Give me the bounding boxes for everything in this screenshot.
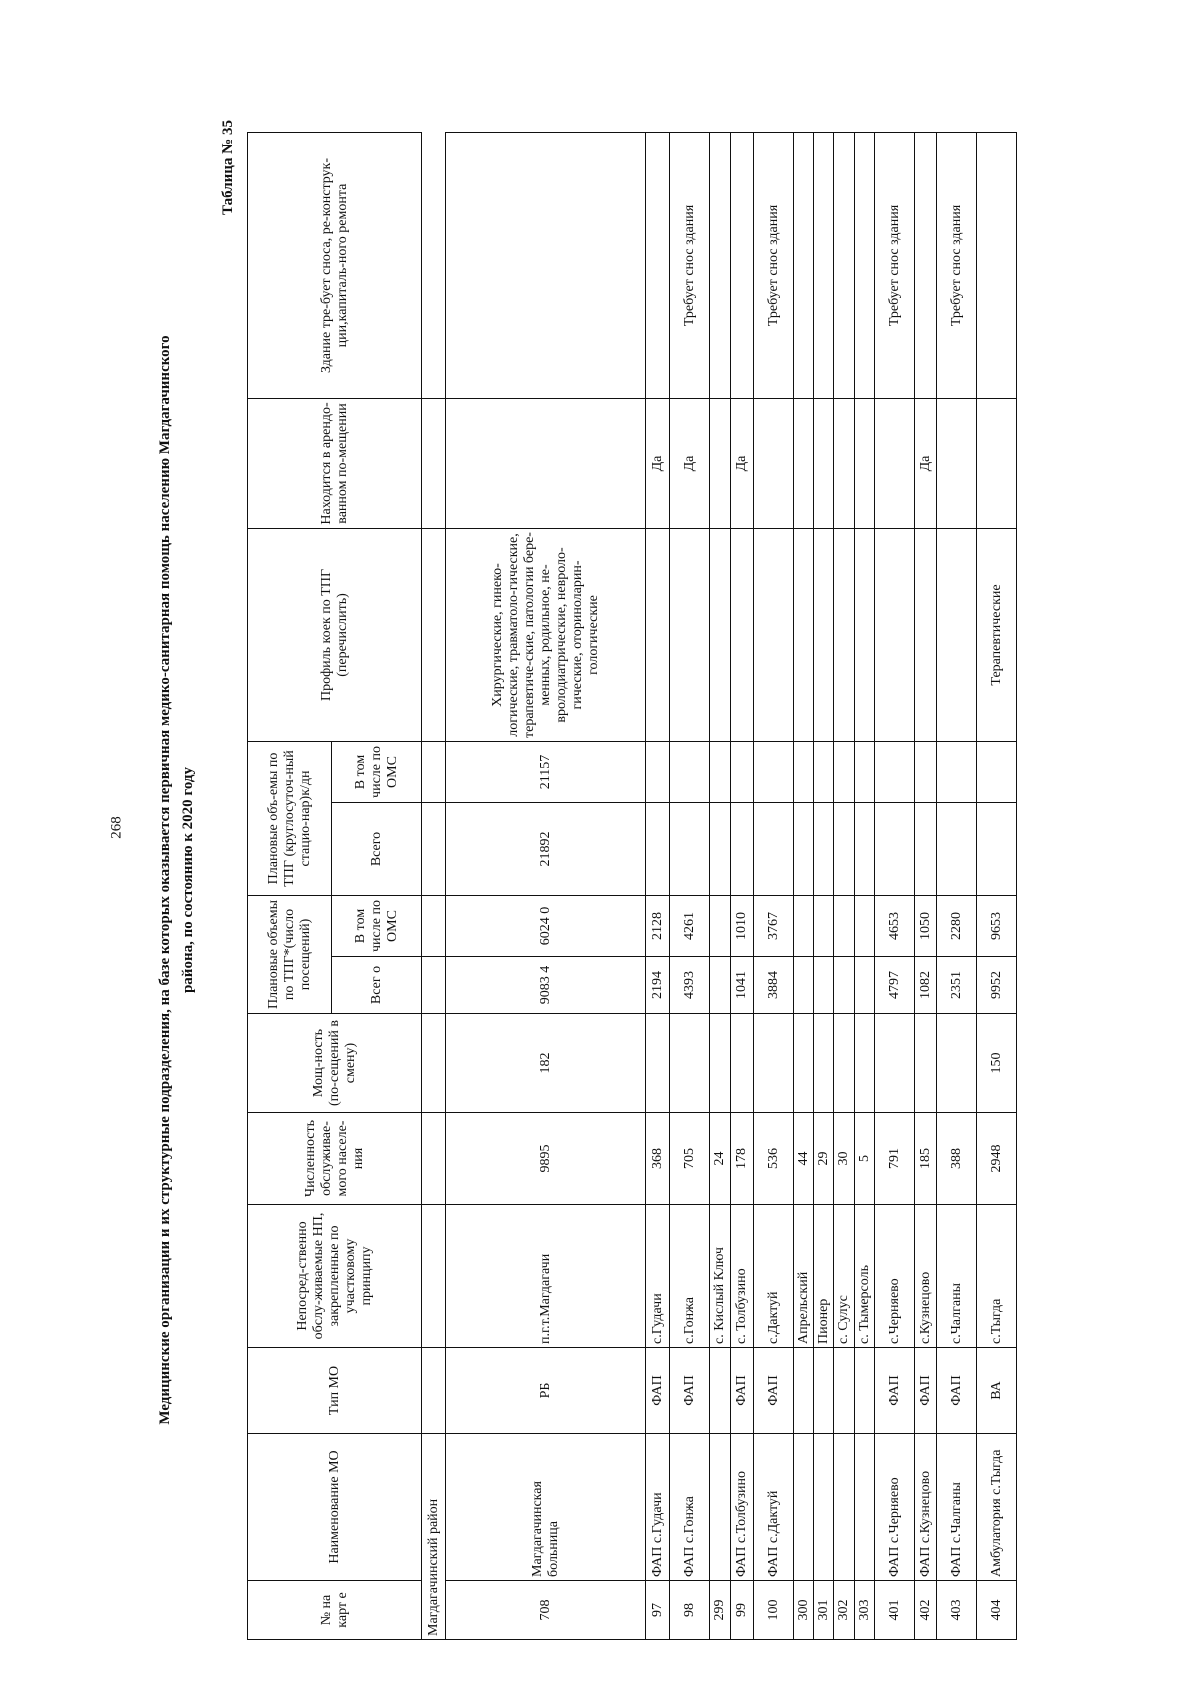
cell-repair	[814, 132, 834, 398]
cell-tpg-oms: 4261	[670, 896, 710, 957]
cell-stac-all	[754, 803, 794, 896]
cell-type: ФАП	[915, 1348, 937, 1434]
cell-np: с. Сулус	[834, 1205, 855, 1348]
cell-np: с.Гонжа	[670, 1205, 710, 1348]
cell-rented: Да	[915, 398, 937, 528]
cell-repair: Требует снос здания	[754, 132, 794, 398]
table-row	[875, 132, 915, 1639]
cell-stac-all	[670, 803, 710, 896]
table-body	[422, 132, 1017, 1639]
cell-stac-oms	[875, 741, 915, 802]
table-row	[710, 132, 731, 1639]
cell-pop: 185	[915, 1113, 937, 1205]
page-number: 268	[108, 816, 125, 839]
cell-num: 708	[446, 1581, 646, 1640]
cell-rented	[794, 398, 814, 528]
cell-tpg-all: 3884	[754, 957, 794, 1014]
header-name: Наименование МО	[248, 1434, 422, 1581]
table-row	[977, 132, 1017, 1639]
cell-tpg-oms: 2128	[646, 896, 670, 957]
title-line-1: Медицинские организации и их структурные подразделения, на базе которых оказывается первичная медико-санитарная помощь населению Магдагачинского	[157, 335, 173, 1425]
cell-stac-all: 21892	[446, 803, 646, 896]
cell-rented	[446, 398, 646, 528]
cell-type: РБ	[446, 1348, 646, 1434]
cell-stac-oms	[794, 741, 814, 802]
cell-name: ФАП с.Чалганы	[937, 1434, 977, 1581]
table-row	[814, 132, 834, 1639]
cell-beds: Хирургические, гинеко-логические, травматоло-гические, терапевтиче-ские, патологии бере-менных, родильное, не-вролодиатрические, невроло-гические, оториноларин-гологические	[446, 528, 646, 741]
cell-repair	[646, 132, 670, 398]
cell-stac-all	[937, 803, 977, 896]
cell-stac-oms	[834, 741, 855, 802]
table-row	[446, 132, 646, 1639]
cell-pop: 536	[754, 1113, 794, 1205]
cell-stac-all	[977, 803, 1017, 896]
cell-stac-oms	[937, 741, 977, 802]
cell-stac-all	[794, 803, 814, 896]
cell-type	[710, 1348, 731, 1434]
cell-cap	[710, 1014, 731, 1113]
medical-organizations-table	[247, 132, 1017, 1640]
cell-rented	[937, 398, 977, 528]
cell-type	[855, 1348, 875, 1434]
cell-num: 302	[834, 1581, 855, 1640]
table-row	[855, 132, 875, 1639]
table-row	[731, 132, 754, 1639]
cell-repair: Требует снос здания	[937, 132, 977, 398]
document-title	[154, 160, 200, 1600]
cell-beds	[731, 528, 754, 741]
cell-stac-oms: 21157	[446, 741, 646, 802]
cell-tpg-oms	[834, 896, 855, 957]
cell-beds: Терапевтические	[977, 528, 1017, 741]
cell-cap	[915, 1014, 937, 1113]
cell-tpg-all: 1082	[915, 957, 937, 1014]
cell-pop: 44	[794, 1113, 814, 1205]
cell-pop: 368	[646, 1113, 670, 1205]
cell-type: ФАП	[937, 1348, 977, 1434]
cell-beds	[814, 528, 834, 741]
cell-stac-all	[710, 803, 731, 896]
header-np: Непосред-ственно обслу-живаемые НП, закрепленные по участковому принципу	[248, 1205, 422, 1348]
title-line-2: района, по состоянию к 2020 году	[180, 766, 196, 994]
cell-repair	[731, 132, 754, 398]
cell-np: с.Кузнецово	[915, 1205, 937, 1348]
table-row	[937, 132, 977, 1639]
cell-rented	[875, 398, 915, 528]
cell-np: п.г.т.Магдагачи	[446, 1205, 646, 1348]
cell-repair	[446, 132, 646, 398]
cell-tpg-oms: 9653	[977, 896, 1017, 957]
cell-np: с. Тымерсоль	[855, 1205, 875, 1348]
cell-np: с.Тыгда	[977, 1205, 1017, 1348]
cell-cap	[670, 1014, 710, 1113]
cell-num: 300	[794, 1581, 814, 1640]
header-capacity: Мощ-ность (по-сещений в смену)	[248, 1014, 422, 1113]
cell-tpg-oms: 4653	[875, 896, 915, 957]
cell-np: с. Кислый Ключ	[710, 1205, 731, 1348]
cell-name: ФАП с.Черняево	[875, 1434, 915, 1581]
cell-tpg-all: 2194	[646, 957, 670, 1014]
cell-beds	[937, 528, 977, 741]
cell-rented: Да	[646, 398, 670, 528]
table-row	[834, 132, 855, 1639]
cell-stac-all	[834, 803, 855, 896]
table-header	[248, 132, 422, 1639]
table-row	[646, 132, 670, 1639]
cell-pop: 2948	[977, 1113, 1017, 1205]
cell-num: 98	[670, 1581, 710, 1640]
cell-np: Пионер	[814, 1205, 834, 1348]
cell-tpg-all: 9952	[977, 957, 1017, 1014]
cell-rented: Да	[670, 398, 710, 528]
header-type: Тип МО	[248, 1348, 422, 1434]
cell-np: Апрельский	[794, 1205, 814, 1348]
table-row	[794, 132, 814, 1639]
cell-tpg-all: 2351	[937, 957, 977, 1014]
cell-beds	[915, 528, 937, 741]
cell-name	[794, 1434, 814, 1581]
cell-tpg-oms	[794, 896, 814, 957]
cell-stac-oms	[670, 741, 710, 802]
cell-num: 301	[814, 1581, 834, 1640]
cell-cap: 150	[977, 1014, 1017, 1113]
cell-type	[834, 1348, 855, 1434]
cell-tpg-oms: 6024 0	[446, 896, 646, 957]
cell-type	[794, 1348, 814, 1434]
cell-pop: 9895	[446, 1113, 646, 1205]
cell-tpg-all	[855, 957, 875, 1014]
header-tpg-stationary: Плановые объ-емы по ТПГ (круглосуточ-ный стацио-нар)к/дн	[248, 741, 332, 895]
cell-repair	[915, 132, 937, 398]
cell-stac-all	[814, 803, 834, 896]
cell-pop: 388	[937, 1113, 977, 1205]
cell-rented	[710, 398, 731, 528]
header-bed-profile: Профиль коек по ТПГ (перечислить)	[248, 528, 422, 741]
header-stac-all: Всего	[332, 803, 422, 896]
cell-tpg-oms: 2280	[937, 896, 977, 957]
cell-type: ФАП	[670, 1348, 710, 1434]
cell-pop: 791	[875, 1113, 915, 1205]
cell-tpg-all: 1041	[731, 957, 754, 1014]
cell-type: ФАП	[731, 1348, 754, 1434]
cell-tpg-oms: 1050	[915, 896, 937, 957]
cell-tpg-all: 4393	[670, 957, 710, 1014]
cell-rented	[977, 398, 1017, 528]
cell-cap	[937, 1014, 977, 1113]
header-rented: Находится в арендо-ванном по-мещении	[248, 398, 422, 528]
cell-name: ФАП с.Кузнецово	[915, 1434, 937, 1581]
header-num: № на карт е	[248, 1581, 422, 1640]
cell-stac-all	[915, 803, 937, 896]
cell-name	[710, 1434, 731, 1581]
cell-stac-oms	[731, 741, 754, 802]
cell-repair	[855, 132, 875, 398]
cell-name: Магдагачинская больница	[446, 1434, 646, 1581]
cell-beds	[710, 528, 731, 741]
cell-cap	[794, 1014, 814, 1113]
cell-beds	[670, 528, 710, 741]
cell-np: с.Гудачи	[646, 1205, 670, 1348]
cell-cap	[855, 1014, 875, 1113]
cell-num: 401	[875, 1581, 915, 1640]
cell-tpg-oms	[710, 896, 731, 957]
cell-type: ФАП	[754, 1348, 794, 1434]
cell-cap	[646, 1014, 670, 1113]
cell-stac-all	[731, 803, 754, 896]
cell-stac-oms	[710, 741, 731, 802]
cell-tpg-all: 4797	[875, 957, 915, 1014]
cell-pop: 24	[710, 1113, 731, 1205]
cell-np: с.Черняево	[875, 1205, 915, 1348]
header-tpg-all: Всег о	[332, 957, 422, 1014]
cell-np: с.Дактуй	[754, 1205, 794, 1348]
cell-name	[834, 1434, 855, 1581]
cell-name	[855, 1434, 875, 1581]
cell-tpg-oms	[814, 896, 834, 957]
cell-np: с.Чалганы	[937, 1205, 977, 1348]
cell-cap	[814, 1014, 834, 1113]
cell-pop: 29	[814, 1113, 834, 1205]
cell-repair	[710, 132, 731, 398]
cell-stac-oms	[855, 741, 875, 802]
cell-stac-all	[646, 803, 670, 896]
cell-tpg-all	[710, 957, 731, 1014]
cell-stac-oms	[646, 741, 670, 802]
cell-cap	[875, 1014, 915, 1113]
cell-name: ФАП с.Толбузино	[731, 1434, 754, 1581]
cell-stac-oms	[814, 741, 834, 802]
cell-tpg-all	[834, 957, 855, 1014]
cell-tpg-all: 9083 4	[446, 957, 646, 1014]
cell-rented: Да	[731, 398, 754, 528]
cell-name	[814, 1434, 834, 1581]
cell-name: ФАП с.Дактуй	[754, 1434, 794, 1581]
cell-stac-oms	[977, 741, 1017, 802]
cell-name: ФАП с.Гонжа	[670, 1434, 710, 1581]
cell-cap	[834, 1014, 855, 1113]
cell-repair	[834, 132, 855, 398]
cell-tpg-oms	[855, 896, 875, 957]
cell-pop: 705	[670, 1113, 710, 1205]
table-row	[915, 132, 937, 1639]
cell-beds	[794, 528, 814, 741]
header-population: Численность обслуживае-мого населе-ния	[248, 1113, 422, 1205]
cell-num: 97	[646, 1581, 670, 1640]
cell-rented	[834, 398, 855, 528]
cell-tpg-oms: 3767	[754, 896, 794, 957]
cell-tpg-all	[814, 957, 834, 1014]
cell-num: 299	[710, 1581, 731, 1640]
cell-repair	[977, 132, 1017, 398]
cell-repair: Требует снос здания	[875, 132, 915, 398]
header-repair: Здание тре-бует сноса, ре-конструк-ции,капиталь-ного ремонта	[248, 132, 422, 398]
cell-type	[814, 1348, 834, 1434]
cell-rented	[855, 398, 875, 528]
cell-stac-all	[875, 803, 915, 896]
table-label: Таблица № 35	[220, 120, 236, 216]
header-tpg-oms: В том числе по ОМС	[332, 896, 422, 957]
cell-stac-oms	[754, 741, 794, 802]
table-row	[670, 132, 710, 1639]
cell-num: 404	[977, 1581, 1017, 1640]
district-name: Магдагачинский район	[422, 1434, 446, 1640]
rotated-page-content	[154, 80, 1200, 1640]
cell-pop: 5	[855, 1113, 875, 1205]
cell-beds	[646, 528, 670, 741]
cell-num: 402	[915, 1581, 937, 1640]
cell-num: 100	[754, 1581, 794, 1640]
cell-rented	[754, 398, 794, 528]
cell-repair: Требует снос здания	[670, 132, 710, 398]
cell-stac-oms	[915, 741, 937, 802]
cell-cap	[731, 1014, 754, 1113]
cell-rented	[814, 398, 834, 528]
header-tpg-visits: Плановые объемы по ТПГ*(число посещений)	[248, 896, 332, 1014]
cell-name: Амбулатория с.Тыгда	[977, 1434, 1017, 1581]
cell-type: ФАП	[875, 1348, 915, 1434]
cell-beds	[754, 528, 794, 741]
cell-type: ВА	[977, 1348, 1017, 1434]
cell-type: ФАП	[646, 1348, 670, 1434]
cell-beds	[875, 528, 915, 741]
district-row	[422, 132, 446, 1639]
cell-stac-all	[855, 803, 875, 896]
cell-cap	[754, 1014, 794, 1113]
header-stac-oms: В том числе по ОМС	[332, 741, 422, 802]
cell-num: 403	[937, 1581, 977, 1640]
cell-repair	[794, 132, 814, 398]
cell-num: 99	[731, 1581, 754, 1640]
cell-name: ФАП с.Гудачи	[646, 1434, 670, 1581]
cell-beds	[855, 528, 875, 741]
cell-cap: 182	[446, 1014, 646, 1113]
cell-np: с. Толбузино	[731, 1205, 754, 1348]
cell-beds	[834, 528, 855, 741]
cell-pop: 30	[834, 1113, 855, 1205]
cell-tpg-oms: 1010	[731, 896, 754, 957]
cell-num: 303	[855, 1581, 875, 1640]
cell-pop: 178	[731, 1113, 754, 1205]
cell-tpg-all	[794, 957, 814, 1014]
table-row	[754, 132, 794, 1639]
